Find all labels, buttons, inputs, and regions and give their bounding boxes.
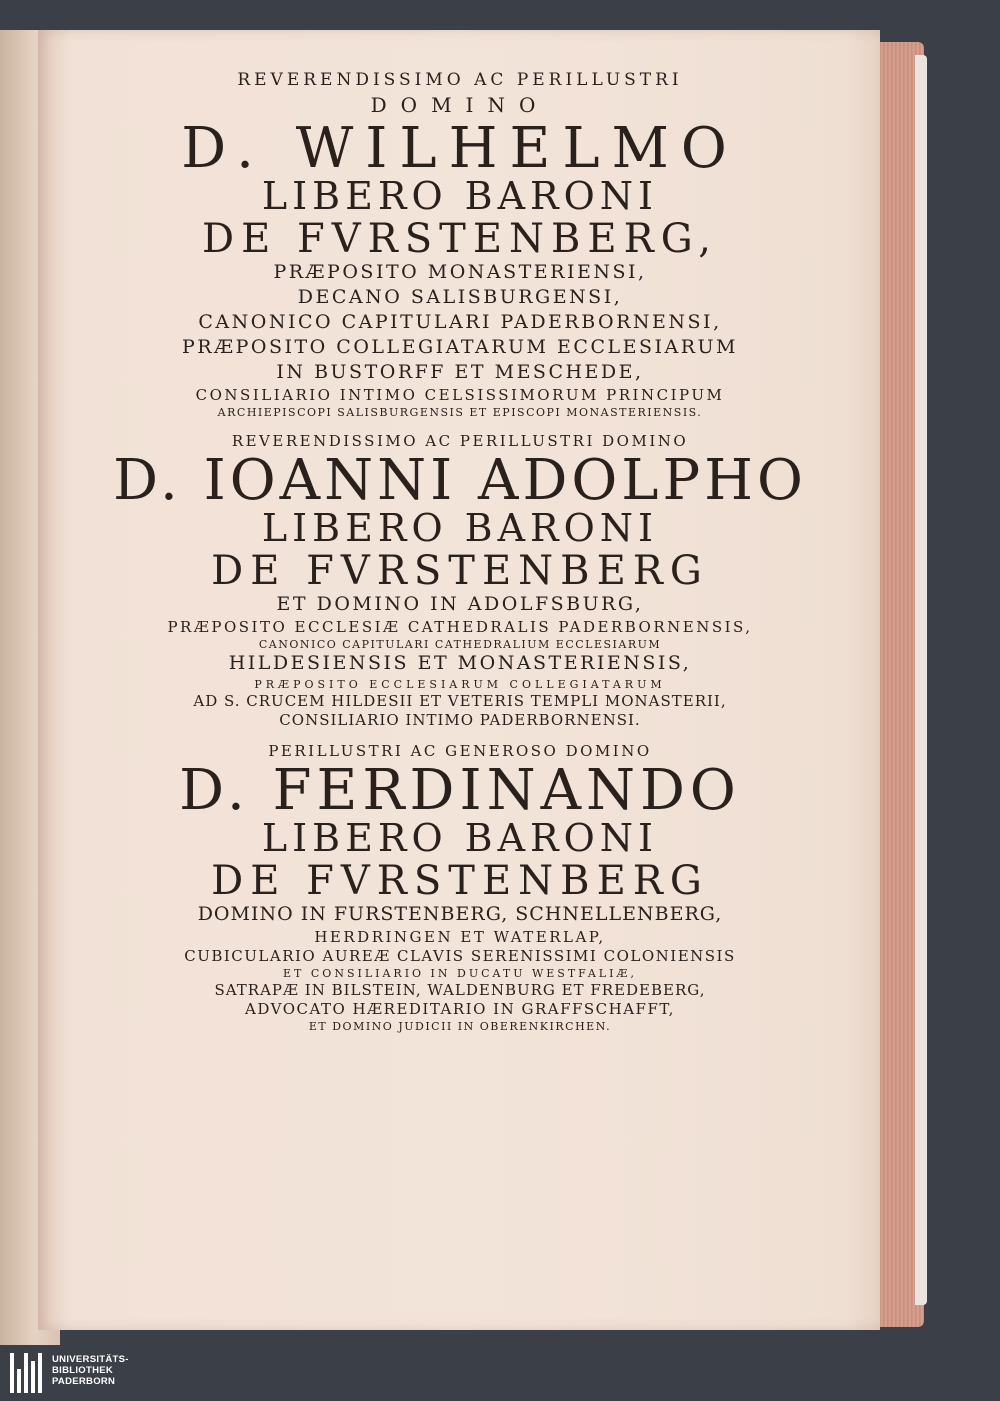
title-line: HERDRINGEN ET WATERLAP,	[314, 928, 606, 946]
library-logo-line: BIBLIOTHEK	[52, 1365, 114, 1376]
title-line: ARCHIEPISCOPI SALISBURGENSIS ET EPISCOPI MONASTERIENSIS.	[217, 406, 703, 419]
name-ioanni-adolpho: D. IOANNI ADOLPHO	[113, 448, 807, 513]
title-line: HILDESIENSIS ET MONASTERIENSIS,	[228, 652, 692, 674]
baron-1: LIBERO BARONI	[261, 174, 659, 218]
baron-2: LIBERO BARONI	[261, 506, 659, 550]
title-line: AD S. CRUCEM HILDESII ET VETERIS TEMPLI MONASTERII,	[193, 692, 727, 710]
heading-2: REVERENDISSIMO AC PERILLUSTRI DOMINO	[231, 432, 689, 450]
viewer-footer	[0, 1345, 1000, 1401]
family-1: DE FVRSTENBERG,	[202, 216, 718, 262]
title-line: DOMINO IN FURSTENBERG, SCHNELLENBERG,	[197, 903, 723, 925]
heading-3: PERILLUSTRI AC GENEROSO DOMINO	[268, 742, 652, 760]
title-line: IN BUSTORFF ET MESCHEDE,	[276, 361, 644, 383]
title-line: ET CONSILIARIO IN DUCATU WESTFALIÆ,	[283, 967, 637, 980]
name-wilhelmo: D. WILHELMO	[181, 116, 739, 181]
library-logo-line: PADERBORN	[52, 1376, 116, 1387]
title-line: ET DOMINO JUDICII IN OBERENKIRCHEN.	[308, 1020, 612, 1033]
title-line: PRÆPOSITO ECCLESIÆ CATHEDRALIS PADERBORNENSIS,	[167, 618, 753, 636]
title-line: CONSILIARIO INTIMO PADERBORNENSI.	[279, 711, 641, 729]
title-line: PRÆPOSITO ECCLESIARUM COLLEGIATARUM	[254, 678, 666, 691]
heading-1: REVERENDISSIMO AC PERILLUSTRI	[237, 70, 683, 90]
domino-1: DOMINO	[370, 93, 550, 117]
title-line: PRÆPOSITO MONASTERIENSI,	[273, 261, 647, 283]
title-line: DECANO SALISBURGENSI,	[297, 286, 623, 308]
title-line: PRÆPOSITO COLLEGIATARUM ECCLESIARUM	[182, 336, 738, 358]
book-cover-edge	[915, 55, 927, 1305]
library-logo-icon	[10, 1353, 46, 1393]
family-3: DE FVRSTENBERG	[211, 858, 709, 904]
title-line: ADVOCATO HÆREDITARIO IN GRAFFSCHAFFT,	[245, 1000, 675, 1018]
library-logo-line: UNIVERSITÄTS-	[52, 1354, 129, 1365]
family-2: DE FVRSTENBERG	[211, 548, 709, 594]
title-line: CONSILIARIO INTIMO CELSISSIMORUM PRINCIPUM	[195, 386, 725, 404]
title-line: CANONICO CAPITULARI PADERBORNENSI,	[198, 311, 722, 333]
title-line: ET DOMINO IN ADOLFSBURG,	[276, 593, 644, 615]
title-line: SATRAPÆ IN BILSTEIN, WALDENBURG ET FREDEBERG,	[214, 981, 706, 999]
title-line: CANONICO CAPITULARI CATHEDRALIUM ECCLESIARUM	[258, 638, 662, 651]
name-ferdinando: D. FERDINANDO	[179, 758, 741, 823]
baron-3: LIBERO BARONI	[261, 816, 659, 860]
dedication-text	[100, 72, 820, 1036]
title-line: CUBICULARIO AUREÆ CLAVIS SERENISSIMI COLONIENSIS	[184, 947, 736, 965]
library-logo-text	[52, 1354, 129, 1387]
